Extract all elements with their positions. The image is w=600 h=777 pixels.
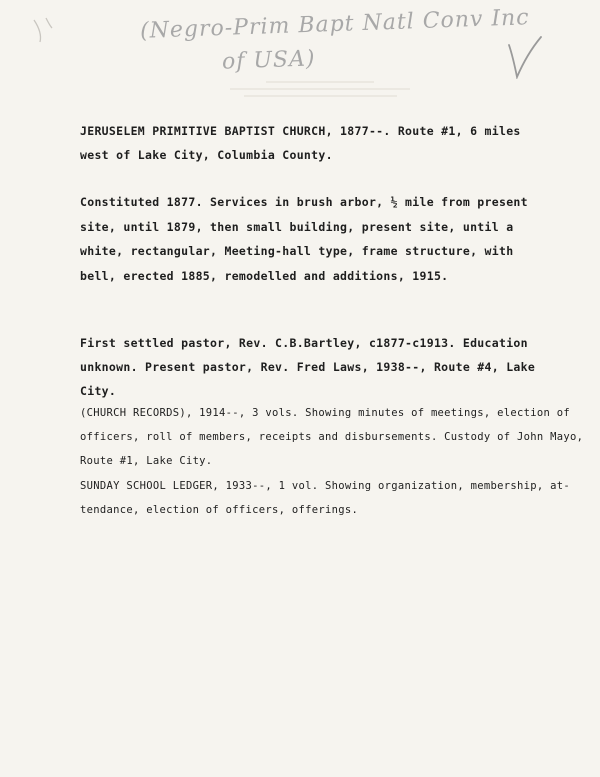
text-line: First settled pastor, Rev. C.B.Bartley, c1877-c1913. Education bbox=[80, 336, 528, 350]
sunday-school-ledger-paragraph bbox=[80, 480, 570, 528]
text-line: Route #1, Lake City. bbox=[80, 455, 213, 467]
church-records-paragraph bbox=[80, 407, 584, 479]
text-line: City. bbox=[80, 384, 117, 398]
church-title-paragraph bbox=[80, 124, 550, 172]
text-line: SUNDAY SCHOOL LEDGER, 1933--, 1 vol. Showing organization, membership, at- bbox=[80, 480, 570, 492]
text-line: JERUSELEM PRIMITIVE BAPTIST CHURCH, 1877--. Route #1, 6 miles bbox=[80, 124, 521, 138]
text-line: (CHURCH RECORDS), 1914--, 3 vols. Showing minutes of meetings, election of bbox=[80, 407, 570, 419]
check-mark-icon bbox=[505, 35, 545, 79]
text-line: officers, roll of members, receipts and disbursements. Custody of John Mayo, bbox=[80, 431, 584, 443]
text-line: tendance, election of officers, offerings. bbox=[80, 504, 359, 516]
text-line: site, until 1879, then small building, present site, until a bbox=[80, 219, 514, 234]
text-line: white, rectangular, Meeting-hall type, frame structure, with bbox=[80, 244, 514, 258]
handwritten-note-line1: (Negro-Prim Bapt Natl Conv Inc bbox=[139, 5, 530, 44]
pencil-mark-icon bbox=[28, 14, 58, 48]
history-paragraph bbox=[80, 195, 550, 293]
text-line: west of Lake City, Columbia County. bbox=[80, 148, 333, 162]
handwritten-note-line2: of USA) bbox=[221, 46, 316, 75]
bleed-through-text bbox=[230, 76, 410, 104]
pastors-paragraph bbox=[80, 336, 550, 408]
text-line: Constituted 1877. Services in brush arbor, ½ mile from present bbox=[80, 195, 528, 209]
text-line: unknown. Present pastor, Rev. Fred Laws, 1938--, Route #4, Lake bbox=[80, 360, 536, 374]
text-line: bell, erected 1885, remodelled and additions, 1915. bbox=[80, 268, 449, 283]
